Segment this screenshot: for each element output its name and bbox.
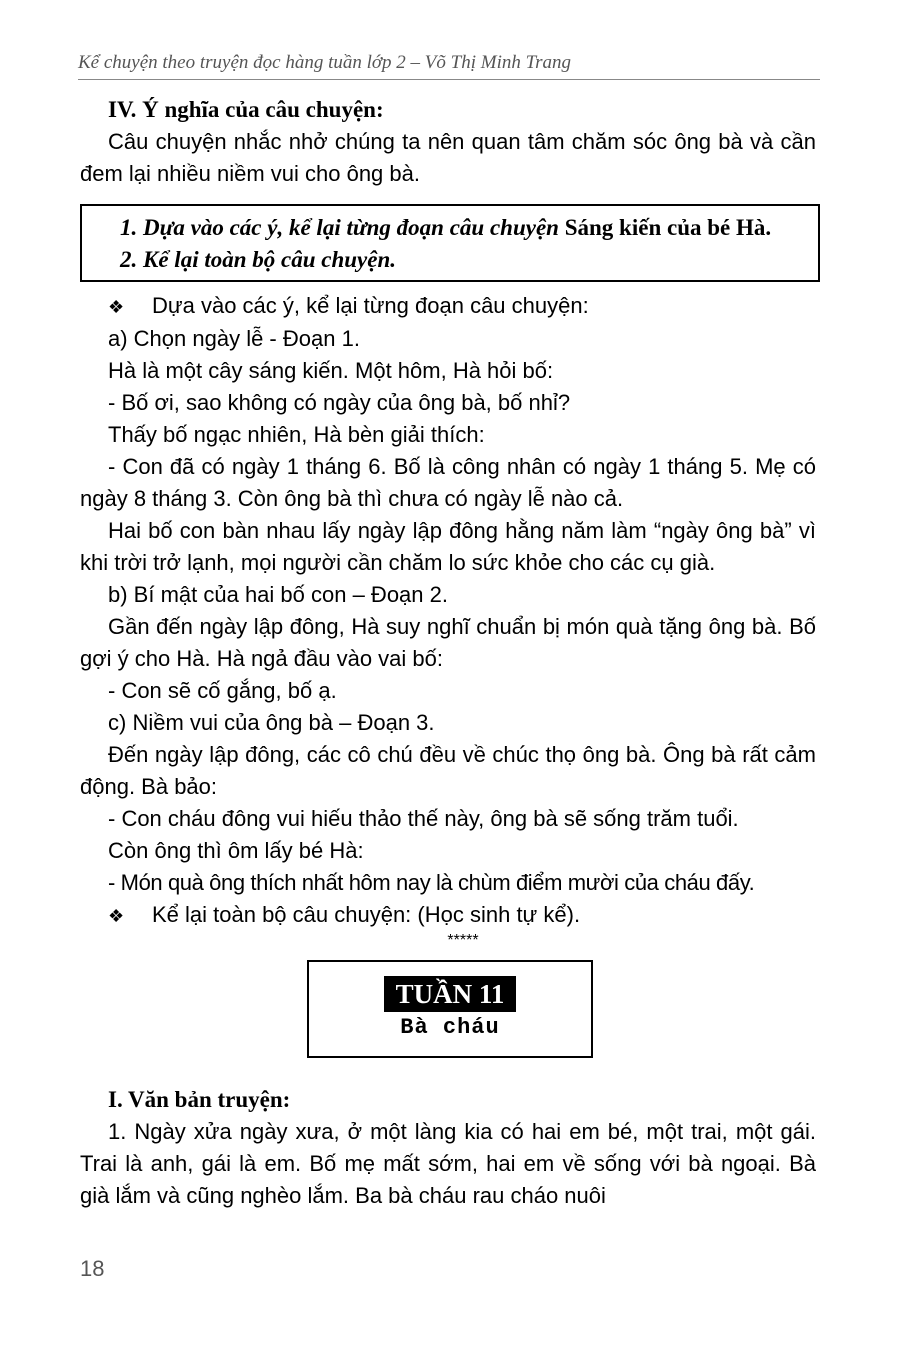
story-line: - Con cháu đông vui hiếu thảo thế này, ông bà sẽ sống trăm tuổi. <box>108 806 739 831</box>
task-line-1 <box>90 212 810 244</box>
diamond-bullet-icon: ❖ <box>108 906 125 926</box>
story-line: - Con sẽ cố gắng, bố ạ. <box>108 678 337 703</box>
story-line: - Con đã có ngày 1 tháng 6. Bố là công nhân có ngày 1 tháng 5. Mẹ có ngày 8 tháng 3. Còn ông bà thì chưa có ngày lễ nào cả. <box>80 454 816 511</box>
section-heading-story-text: I. Văn bản truyện: <box>108 1087 291 1112</box>
story-line: c) Niềm vui của ông bà – Đoạn 3. <box>108 710 435 735</box>
story-line: Thấy bố ngạc nhiên, Hà bèn giải thích: <box>108 422 485 447</box>
week-title: TUẦN 11 <box>384 976 517 1012</box>
week-story-title: Bà cháu <box>400 1015 500 1040</box>
story-text-paragraph: 1. Ngày xửa ngày xưa, ở một làng kia có hai em bé, một trai, một gái. Trai là anh, gái là em. Bố mẹ mất sớm, hai em về sống với bà ngoại. Bà già lắm và cũng nghèo lắm. Ba bà cháu rau cháo nuôi <box>80 1119 816 1208</box>
page-number: 18 <box>80 1256 105 1281</box>
story-line: a) Chọn ngày lễ - Đoạn 1. <box>108 326 360 351</box>
story-line: Hà là một cây sáng kiến. Một hôm, Hà hỏi bố: <box>108 358 554 383</box>
story-line: Gần đến ngày lập đông, Hà suy nghĩ chuẩn bị món quà tặng ông bà. Bố gợi ý cho Hà. Hà ngả đầu vào vai bố: <box>80 614 816 671</box>
header-divider <box>78 79 820 80</box>
section-heading-meaning: IV. Ý nghĩa của câu chuyện: <box>108 97 384 122</box>
bullet-item-retell-whole <box>80 899 816 932</box>
story-line: - Món quà ông thích nhất hôm nay là chùm điểm mười của cháu đấy. <box>108 870 755 895</box>
story-line: Còn ông thì ôm lấy bé Hà: <box>108 838 364 863</box>
bullet-text: Kể lại toàn bộ câu chuyện: (Học sinh tự kể). <box>152 902 581 927</box>
meaning-paragraph: Câu chuyện nhắc nhở chúng ta nên quan tâm chăm sóc ông bà và cần đem lại nhiều niềm vui cho ông bà. <box>80 129 816 186</box>
bullet-text: Dựa vào các ý, kể lại từng đoạn câu chuyện: <box>152 293 589 318</box>
spacer <box>80 1058 816 1084</box>
story-line: b) Bí mật của hai bố con – Đoạn 2. <box>108 582 448 607</box>
task-box <box>80 204 820 282</box>
task-1-prefix: 1. Dựa vào các ý, kể lại từng đoạn câu chuyện <box>120 215 565 240</box>
bullet-item-retell-parts <box>80 290 816 323</box>
task-1-story-title: Sáng kiến của bé Hà. <box>564 215 772 240</box>
week-banner <box>307 960 593 1058</box>
task-line-2: 2. Kể lại toàn bộ câu chuyện. <box>120 247 397 272</box>
page-content <box>80 94 816 1212</box>
story-line: - Bố ơi, sao không có ngày của ông bà, bố nhỉ? <box>108 390 571 415</box>
story-line: Đến ngày lập đông, các cô chú đều về chúc thọ ông bà. Ông bà rất cảm động. Bà bảo: <box>80 742 816 799</box>
running-header: Kể chuyện theo truyện đọc hàng tuần lớp 2 – Võ Thị Minh Trang <box>78 52 572 73</box>
story-line: Hai bố con bàn nhau lấy ngày lập đông hằng năm làm “ngày ông bà” vì khi trời trở lạnh, mọi người cần chăm lo sức khỏe cho các cụ già. <box>80 518 816 575</box>
diamond-bullet-icon: ❖ <box>108 297 125 317</box>
section-separator-stars: ***** <box>447 932 479 949</box>
